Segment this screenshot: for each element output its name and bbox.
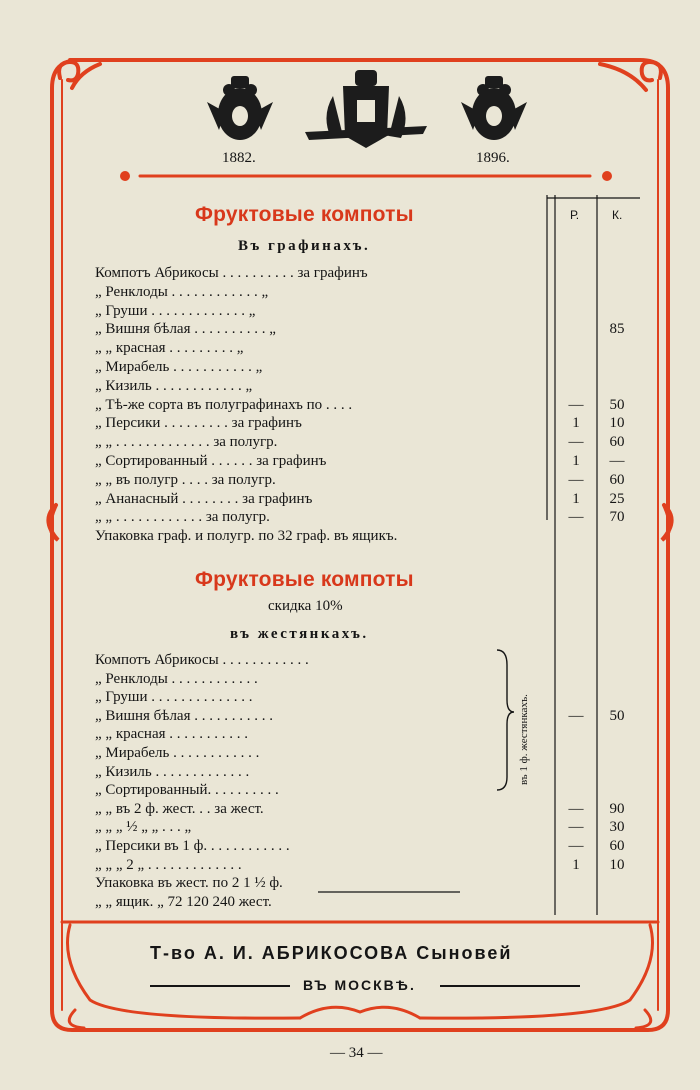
section1-title: Фруктовые компоты	[195, 203, 414, 226]
price-rub: —	[568, 838, 584, 854]
price-kop: 90	[609, 800, 625, 817]
section2-discount: скидка 10%	[268, 598, 343, 614]
year-right: 1896.	[476, 150, 510, 166]
price-kop: 60	[609, 838, 625, 854]
price-row-text: „ Вишня бѣлая . . . . . . . . . . „	[95, 321, 276, 338]
page-number: — 34 —	[330, 1045, 383, 1061]
price-row-text: „ Ренклоды . . . . . . . . . . . .	[95, 670, 258, 687]
price-row-text: Компотъ Абрикосы . . . . . . . . . . . .	[95, 652, 309, 668]
price-rub: 1	[572, 415, 580, 432]
price-row-text: „ Ренклоды . . . . . . . . . . . . „	[95, 283, 269, 300]
price-rub: 1	[572, 453, 580, 469]
price-kop: 10	[609, 856, 625, 873]
price-row-text: „ „ „ 2 „ . . . . . . . . . . . . .	[95, 856, 242, 873]
price-row-text: „ Персики въ 1 ф. . . . . . . . . . . .	[95, 838, 290, 854]
company-name: Т-во А. И. АБРИКОСОВА Сыновей	[150, 943, 513, 963]
price-kop: 10	[609, 415, 625, 432]
year-left: 1882.	[222, 150, 256, 166]
price-rub: —	[568, 434, 584, 451]
price-row-text: „ „ въ полугр . . . . за полугр.	[95, 471, 276, 488]
price-rub: 1	[572, 490, 580, 507]
price-row-text: „ Сортированный . . . . . . за графинъ	[95, 453, 327, 469]
eagle-icon	[205, 72, 275, 150]
price-row-text: „ „ . . . . . . . . . . . . за полугр.	[95, 509, 270, 526]
eagle-icon	[459, 72, 529, 150]
price-row-text: „ „ красная . . . . . . . . . . .	[95, 726, 249, 743]
price-rub: —	[568, 471, 584, 488]
price-row-text: „ Сортированный. . . . . . . . . .	[95, 782, 279, 799]
price-row-text: Упаковка граф. и полугр. по 32 граф. въ ящикъ.	[95, 528, 398, 545]
price-rub: —	[568, 819, 584, 836]
column-rub-header: Р.	[570, 208, 580, 222]
price-rub: —	[568, 509, 584, 526]
brace-note: въ 1 ф. жестянкахъ.	[518, 694, 530, 785]
price-row-text: „ Тѣ-же сорта въ полуграфинахъ по . . . .	[95, 396, 353, 413]
price-kop: 50	[609, 396, 625, 413]
price-kop: 25	[609, 490, 625, 507]
price-row-text: Упаковка въ жест. по 2 1 ½ ф.	[95, 875, 283, 892]
price-row-text: „ Вишня бѣлая . . . . . . . . . . .	[95, 707, 273, 724]
price-kop: 85	[609, 321, 625, 338]
price-row-text: „ Мирабель . . . . . . . . . . . .	[95, 745, 260, 761]
price-kop: 60	[609, 471, 625, 488]
price-row-text: „ Груши . . . . . . . . . . . . . .	[95, 689, 253, 706]
section2-subtitle: въ жестянкахъ.	[230, 626, 369, 642]
price-row-text: „ Кизиль . . . . . . . . . . . . .	[95, 763, 250, 780]
price-rub: —	[568, 707, 584, 724]
price-row-text: „ „ „ ½ „ „ . . . „	[95, 819, 192, 836]
price-row-text: „ Персики . . . . . . . . . за графинъ	[95, 415, 302, 432]
price-row-text: „ Ананасный . . . . . . . . за графинъ	[95, 490, 313, 507]
price-kop: 60	[609, 434, 625, 451]
price-row-text: „ Кизиль . . . . . . . . . . . . „	[95, 377, 253, 394]
section1-subtitle: Въ графинахъ.	[238, 238, 371, 254]
price-row-text: „ Груши . . . . . . . . . . . . . „	[95, 302, 256, 319]
column-kop-header: К.	[612, 208, 623, 222]
coat-of-arms-icon	[303, 66, 429, 152]
price-kop: 50	[609, 707, 625, 724]
price-kop: 30	[609, 819, 625, 836]
price-row-text: „ „ ящик. „ 72 120 240 жест.	[95, 893, 272, 910]
section2-title: Фруктовые компоты	[195, 568, 414, 591]
price-row-text: „ „ въ 2 ф. жест. . . за жест.	[95, 800, 264, 817]
price-kop: 70	[609, 509, 625, 526]
price-kop: —	[609, 453, 625, 469]
price-row-text: „ Мирабель . . . . . . . . . . . „	[95, 359, 263, 375]
price-rub: 1	[572, 856, 580, 873]
price-rub: —	[568, 800, 584, 817]
price-row-text: „ „ . . . . . . . . . . . . . за полугр.	[95, 434, 278, 451]
price-row-text: „ „ красная . . . . . . . . . „	[95, 340, 244, 357]
price-rub: —	[568, 396, 584, 413]
company-city: ВЪ МОСКВѢ.	[303, 977, 416, 993]
price-row-text: Компотъ Абрикосы . . . . . . . . . . за графинъ	[95, 265, 368, 281]
